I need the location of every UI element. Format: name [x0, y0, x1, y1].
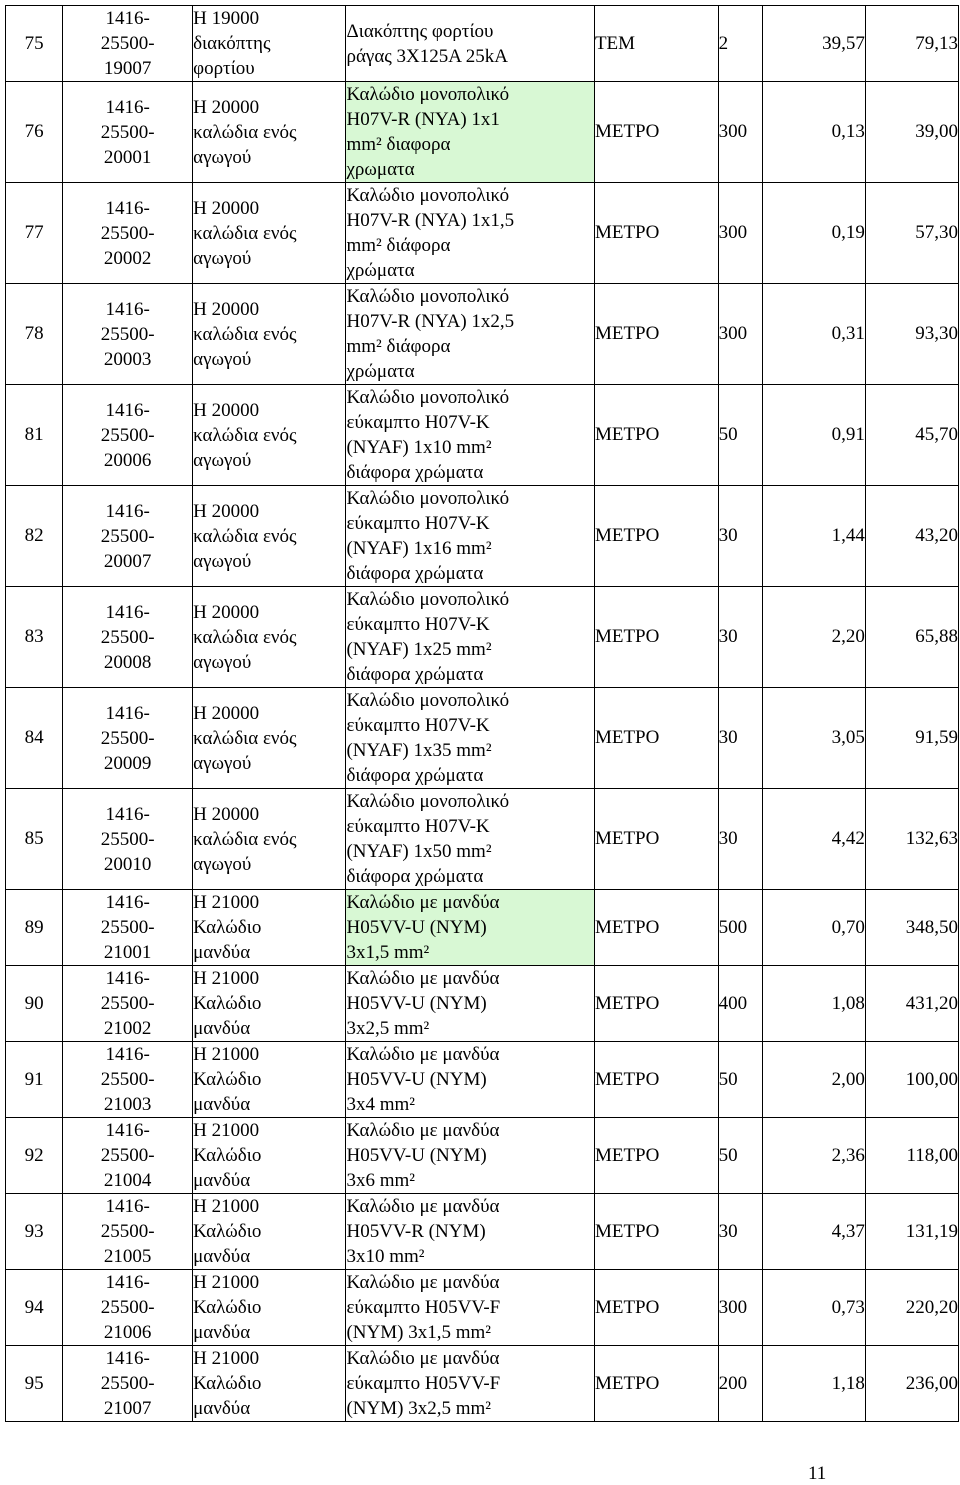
item-total: 118,00 [865, 1118, 958, 1194]
item-code [63, 6, 193, 82]
cat-line: αγωγού [193, 550, 252, 572]
item-quantity: 30 [718, 688, 762, 789]
item-description [346, 587, 594, 688]
item-unit-price: 0,91 [762, 385, 865, 486]
item-total: 65,88 [865, 587, 958, 688]
item-unit-price: 0,19 [762, 183, 865, 284]
code-line: 25500- [100, 626, 155, 648]
cat-line: μανδύα [193, 942, 251, 963]
code-line: 21007 [103, 1398, 152, 1419]
code-line: 20006 [103, 449, 152, 471]
desc-line: Καλώδιο μονοπολικό [346, 286, 510, 307]
item-unit: ΤΕΜ [594, 6, 718, 82]
item-number: 94 [6, 1270, 63, 1346]
code-line: 25500- [100, 1069, 155, 1090]
code-line: 1416- [105, 1196, 150, 1217]
code-line: 20010 [103, 853, 152, 875]
item-number: 93 [6, 1194, 63, 1270]
item-quantity: 300 [718, 183, 762, 284]
code-line: 25500- [100, 121, 155, 143]
table-row [6, 890, 959, 966]
item-unit: ΜΕΤΡΟ [594, 82, 718, 183]
desc-line: mm² διαφορα [346, 134, 451, 155]
desc-line: Καλώδιο μονοπολικό [346, 488, 510, 509]
item-total: 132,63 [865, 789, 958, 890]
table-row [6, 1194, 959, 1270]
cat-line: H 21000 [193, 1348, 260, 1369]
table-row [6, 183, 959, 284]
cat-line: H 20000 [193, 500, 260, 522]
cat-line: αγωγού [193, 853, 252, 875]
item-number: 76 [6, 82, 63, 183]
item-quantity: 50 [718, 385, 762, 486]
desc-line: H05VV-U (NYM) [346, 1069, 487, 1090]
desc-line: (NYAF) 1x25 mm² [346, 639, 492, 660]
code-line: 21006 [103, 1322, 152, 1343]
item-number: 91 [6, 1042, 63, 1118]
code-line: 1416- [105, 702, 150, 724]
code-line: 25500- [100, 1221, 155, 1242]
item-quantity: 50 [718, 1118, 762, 1194]
desc-line: (NYM) 3x1,5 mm² [346, 1322, 491, 1343]
desc-line: Καλώδιο με μανδύα [346, 1120, 500, 1141]
desc-line: εύκαμπτο H07V-K [346, 412, 490, 433]
item-description [346, 1270, 594, 1346]
code-line: 25500- [100, 323, 155, 345]
table-row [6, 1346, 959, 1422]
item-category [193, 688, 346, 789]
item-quantity: 30 [718, 789, 762, 890]
item-quantity: 50 [718, 1042, 762, 1118]
item-number: 92 [6, 1118, 63, 1194]
desc-line: χρώματα [346, 361, 415, 382]
cat-line: καλώδια ενός [193, 727, 297, 749]
code-line: 21004 [103, 1170, 152, 1191]
cat-line: αγωγού [193, 348, 252, 370]
item-unit-price: 0,73 [762, 1270, 865, 1346]
desc-line: mm² διάφορα [346, 336, 451, 357]
item-unit-price: 4,37 [762, 1194, 865, 1270]
cat-line: Καλώδιο [193, 1297, 262, 1318]
code-line: 21005 [103, 1246, 152, 1267]
desc-line: H07V-R (NYA) 1x1 [346, 109, 500, 130]
table-row [6, 284, 959, 385]
item-number: 78 [6, 284, 63, 385]
item-description [346, 1346, 594, 1422]
desc-line: Καλώδιο μονοπολικό [346, 84, 510, 105]
item-total: 57,30 [865, 183, 958, 284]
item-unit: ΜΕΤΡΟ [594, 789, 718, 890]
item-unit-price: 2,36 [762, 1118, 865, 1194]
cat-line: αγωγού [193, 449, 252, 471]
page-number: 11 [808, 1463, 827, 1484]
item-unit-price: 1,08 [762, 966, 865, 1042]
item-description [346, 1194, 594, 1270]
desc-line: H05VV-R (NYM) [346, 1221, 486, 1242]
table-row [6, 1270, 959, 1346]
item-total: 348,50 [865, 890, 958, 966]
desc-line: 3x4 mm² [346, 1094, 415, 1115]
item-category [193, 6, 346, 82]
table-row [6, 688, 959, 789]
item-category [193, 1118, 346, 1194]
item-unit-price: 2,00 [762, 1042, 865, 1118]
item-category [193, 587, 346, 688]
desc-line: Καλώδιο με μανδύα [346, 1272, 500, 1293]
desc-line: (NYAF) 1x16 mm² [346, 538, 492, 559]
item-category [193, 1194, 346, 1270]
code-line: 1416- [105, 96, 150, 118]
code-line: 1416- [105, 1120, 150, 1141]
item-code [63, 486, 193, 587]
cat-line: H 21000 [193, 1272, 260, 1293]
cat-line: Καλώδιο [193, 993, 262, 1014]
cat-line: H 20000 [193, 197, 260, 219]
item-category [193, 82, 346, 183]
cat-line: H 21000 [193, 1196, 260, 1217]
code-line: 25500- [100, 222, 155, 244]
cat-line: καλώδια ενός [193, 626, 297, 648]
table-row [6, 385, 959, 486]
code-line: 1416- [105, 803, 150, 825]
item-unit: ΜΕΤΡΟ [594, 486, 718, 587]
item-description [346, 688, 594, 789]
table-row [6, 1118, 959, 1194]
item-category [193, 284, 346, 385]
cat-line: H 20000 [193, 702, 260, 724]
desc-line: χρωματα [346, 159, 415, 180]
item-total: 45,70 [865, 385, 958, 486]
item-description [346, 1118, 594, 1194]
desc-line: H05VV-U (NYM) [346, 917, 487, 938]
item-category [193, 890, 346, 966]
desc-line: (NYAF) 1x35 mm² [346, 740, 492, 761]
item-description [346, 82, 594, 183]
code-line: 21003 [103, 1094, 152, 1115]
item-unit-price: 2,20 [762, 587, 865, 688]
desc-line: διάφορα χρώματα [346, 664, 484, 685]
item-total: 39,00 [865, 82, 958, 183]
table-row [6, 82, 959, 183]
item-description [346, 284, 594, 385]
item-code [63, 587, 193, 688]
item-number: 84 [6, 688, 63, 789]
code-line: 1416- [105, 1272, 150, 1293]
cat-line: καλώδια ενός [193, 525, 297, 547]
cat-line: Καλώδιο [193, 1373, 262, 1394]
desc-line: mm² διάφορα [346, 235, 451, 256]
cat-line: μανδύα [193, 1094, 251, 1115]
desc-line: Καλώδιο μονοπολικό [346, 387, 510, 408]
desc-line: 3x1,5 mm² [346, 942, 430, 963]
item-code [63, 284, 193, 385]
code-line: 21002 [103, 1018, 152, 1039]
item-quantity: 300 [718, 82, 762, 183]
code-line: 20009 [103, 752, 152, 774]
item-category [193, 1270, 346, 1346]
cat-line: μανδύα [193, 1246, 251, 1267]
item-total: 431,20 [865, 966, 958, 1042]
desc-line: εύκαμπτο H07V-K [346, 614, 490, 635]
table-row [6, 789, 959, 890]
item-number: 85 [6, 789, 63, 890]
desc-line: διάφορα χρώματα [346, 866, 484, 887]
cat-line: αγωγού [193, 247, 252, 269]
item-unit: ΜΕΤΡΟ [594, 587, 718, 688]
cat-line: H 20000 [193, 399, 260, 421]
item-unit: ΜΕΤΡΟ [594, 1194, 718, 1270]
item-total: 43,20 [865, 486, 958, 587]
item-description [346, 789, 594, 890]
item-unit: ΜΕΤΡΟ [594, 688, 718, 789]
cat-line: μανδύα [193, 1170, 251, 1191]
desc-line: Καλώδιο μονοπολικό [346, 185, 510, 206]
item-code [63, 966, 193, 1042]
desc-line: H07V-R (NYA) 1x1,5 [346, 210, 515, 231]
code-line: 25500- [100, 1373, 155, 1394]
item-code [63, 385, 193, 486]
cat-line: καλώδια ενός [193, 222, 297, 244]
item-unit: ΜΕΤΡΟ [594, 966, 718, 1042]
item-unit-price: 39,57 [762, 6, 865, 82]
cat-line: Καλώδιο [193, 917, 262, 938]
cat-line: μανδύα [193, 1322, 251, 1343]
table-row [6, 966, 959, 1042]
item-number: 95 [6, 1346, 63, 1422]
desc-line: (NYAF) 1x50 mm² [346, 841, 492, 862]
item-category [193, 385, 346, 486]
cat-line: αγωγού [193, 752, 252, 774]
desc-line: Καλώδιο με μανδύα [346, 968, 500, 989]
code-line: 25500- [100, 1145, 155, 1166]
item-code [63, 1346, 193, 1422]
desc-line: ράγας 3X125A 25kA [346, 45, 508, 67]
desc-line: H07V-R (NYA) 1x2,5 [346, 311, 515, 332]
desc-line: εύκαμπτο H05VV-F [346, 1373, 501, 1394]
code-line: 19007 [103, 58, 152, 79]
table-row [6, 486, 959, 587]
cat-line: αγωγού [193, 651, 252, 673]
item-total: 220,20 [865, 1270, 958, 1346]
item-code [63, 1118, 193, 1194]
item-unit-price: 0,31 [762, 284, 865, 385]
desc-line: Καλώδιο μονοπολικό [346, 791, 510, 812]
table-row [6, 1042, 959, 1118]
code-line: 20002 [103, 247, 152, 269]
item-total: 100,00 [865, 1042, 958, 1118]
desc-line: (NYAF) 1x10 mm² [346, 437, 492, 458]
code-line: 1416- [105, 197, 150, 219]
item-code [63, 1042, 193, 1118]
code-line: 1416- [105, 892, 150, 913]
cat-line: H 21000 [193, 892, 260, 913]
item-total: 236,00 [865, 1346, 958, 1422]
item-unit-price: 0,13 [762, 82, 865, 183]
desc-line: εύκαμπτο H05VV-F [346, 1297, 501, 1318]
desc-line: διάφορα χρώματα [346, 563, 484, 584]
item-code [63, 688, 193, 789]
cat-line: Καλώδιο [193, 1145, 262, 1166]
item-number: 77 [6, 183, 63, 284]
price-table [5, 5, 959, 1422]
code-line: 20008 [103, 651, 152, 673]
desc-line: εύκαμπτο H07V-K [346, 816, 490, 837]
item-unit: ΜΕΤΡΟ [594, 1042, 718, 1118]
code-line: 1416- [105, 8, 150, 29]
desc-line: διάφορα χρώματα [346, 765, 484, 786]
code-line: 1416- [105, 399, 150, 421]
desc-line: Καλώδιο με μανδύα [346, 1196, 500, 1217]
item-description [346, 6, 594, 82]
desc-line: Καλώδιο μονοπολικό [346, 589, 510, 610]
code-line: 21001 [103, 942, 152, 963]
item-unit-price: 1,18 [762, 1346, 865, 1422]
desc-line: 3x2,5 mm² [346, 1018, 430, 1039]
item-unit-price: 1,44 [762, 486, 865, 587]
cat-line: καλώδια ενός [193, 323, 297, 345]
cat-line: H 20000 [193, 298, 260, 320]
item-total: 91,59 [865, 688, 958, 789]
desc-line: Καλώδιο με μανδύα [346, 1348, 500, 1369]
item-category [193, 486, 346, 587]
desc-line: H05VV-U (NYM) [346, 1145, 487, 1166]
cat-line: H 21000 [193, 1044, 260, 1065]
desc-line: (NYM) 3x2,5 mm² [346, 1398, 491, 1419]
code-line: 25500- [100, 917, 155, 938]
item-code [63, 183, 193, 284]
cat-line: H 21000 [193, 968, 260, 989]
desc-line: εύκαμπτο H07V-K [346, 715, 490, 736]
table-row [6, 6, 959, 82]
item-number: 90 [6, 966, 63, 1042]
item-description [346, 1042, 594, 1118]
item-unit: ΜΕΤΡΟ [594, 385, 718, 486]
item-quantity: 200 [718, 1346, 762, 1422]
code-line: 1416- [105, 1348, 150, 1369]
item-category [193, 1042, 346, 1118]
code-line: 1416- [105, 500, 150, 522]
cat-line: καλώδια ενός [193, 424, 297, 446]
item-quantity: 30 [718, 1194, 762, 1270]
code-line: 1416- [105, 601, 150, 623]
item-unit-price: 3,05 [762, 688, 865, 789]
cat-line: μανδύα [193, 1398, 251, 1419]
cat-line: Καλώδιο [193, 1069, 262, 1090]
cat-line: H 20000 [193, 601, 260, 623]
cat-line: H 20000 [193, 96, 260, 118]
cat-line: φορτίου [193, 58, 255, 79]
code-line: 20003 [103, 348, 152, 370]
item-unit-price: 4,42 [762, 789, 865, 890]
item-unit: ΜΕΤΡΟ [594, 1346, 718, 1422]
item-number: 75 [6, 6, 63, 82]
item-total: 93,30 [865, 284, 958, 385]
item-code [63, 82, 193, 183]
desc-line: Διακόπτης φορτίου [346, 20, 494, 42]
item-number: 81 [6, 385, 63, 486]
item-quantity: 300 [718, 284, 762, 385]
item-unit: ΜΕΤΡΟ [594, 183, 718, 284]
code-line: 20007 [103, 550, 152, 572]
code-line: 20001 [103, 146, 152, 168]
desc-line: Καλώδιο με μανδύα [346, 1044, 500, 1065]
item-code [63, 1194, 193, 1270]
item-unit: ΜΕΤΡΟ [594, 1118, 718, 1194]
desc-line: χρώματα [346, 260, 415, 281]
cat-line: διακόπτης [193, 33, 271, 54]
item-number: 89 [6, 890, 63, 966]
cat-line: H 20000 [193, 803, 260, 825]
desc-line: 3x6 mm² [346, 1170, 415, 1191]
item-description [346, 385, 594, 486]
item-quantity: 500 [718, 890, 762, 966]
desc-line: Καλώδιο με μανδύα [346, 892, 500, 913]
code-line: 1416- [105, 968, 150, 989]
item-description [346, 966, 594, 1042]
item-number: 82 [6, 486, 63, 587]
cat-line: H 21000 [193, 1120, 260, 1141]
desc-line: 3x10 mm² [346, 1246, 425, 1267]
item-unit: ΜΕΤΡΟ [594, 1270, 718, 1346]
code-line: 25500- [100, 525, 155, 547]
desc-line: H05VV-U (NYM) [346, 993, 487, 1014]
item-quantity: 2 [718, 6, 762, 82]
item-category [193, 183, 346, 284]
desc-line: διάφορα χρώματα [346, 462, 484, 483]
cat-line: H 19000 [193, 8, 260, 29]
item-unit: ΜΕΤΡΟ [594, 284, 718, 385]
desc-line: εύκαμπτο H07V-K [346, 513, 490, 534]
cat-line: καλώδια ενός [193, 828, 297, 850]
item-total: 79,13 [865, 6, 958, 82]
table-row [6, 587, 959, 688]
item-code [63, 1270, 193, 1346]
item-unit-price: 0,70 [762, 890, 865, 966]
code-line: 1416- [105, 298, 150, 320]
item-description [346, 183, 594, 284]
item-quantity: 400 [718, 966, 762, 1042]
item-quantity: 300 [718, 1270, 762, 1346]
cat-line: Καλώδιο [193, 1221, 262, 1242]
code-line: 1416- [105, 1044, 150, 1065]
cat-line: αγωγού [193, 146, 252, 168]
item-code [63, 890, 193, 966]
item-description [346, 890, 594, 966]
item-quantity: 30 [718, 486, 762, 587]
item-category [193, 789, 346, 890]
code-line: 25500- [100, 828, 155, 850]
item-number: 83 [6, 587, 63, 688]
code-line: 25500- [100, 1297, 155, 1318]
item-unit: ΜΕΤΡΟ [594, 890, 718, 966]
item-category [193, 966, 346, 1042]
code-line: 25500- [100, 993, 155, 1014]
code-line: 25500- [100, 424, 155, 446]
code-line: 25500- [100, 33, 155, 54]
item-code [63, 789, 193, 890]
desc-line: Καλώδιο μονοπολικό [346, 690, 510, 711]
item-total: 131,19 [865, 1194, 958, 1270]
item-quantity: 30 [718, 587, 762, 688]
price-table-body [6, 6, 959, 1422]
cat-line: καλώδια ενός [193, 121, 297, 143]
item-description [346, 486, 594, 587]
item-category [193, 1346, 346, 1422]
cat-line: μανδύα [193, 1018, 251, 1039]
code-line: 25500- [100, 727, 155, 749]
